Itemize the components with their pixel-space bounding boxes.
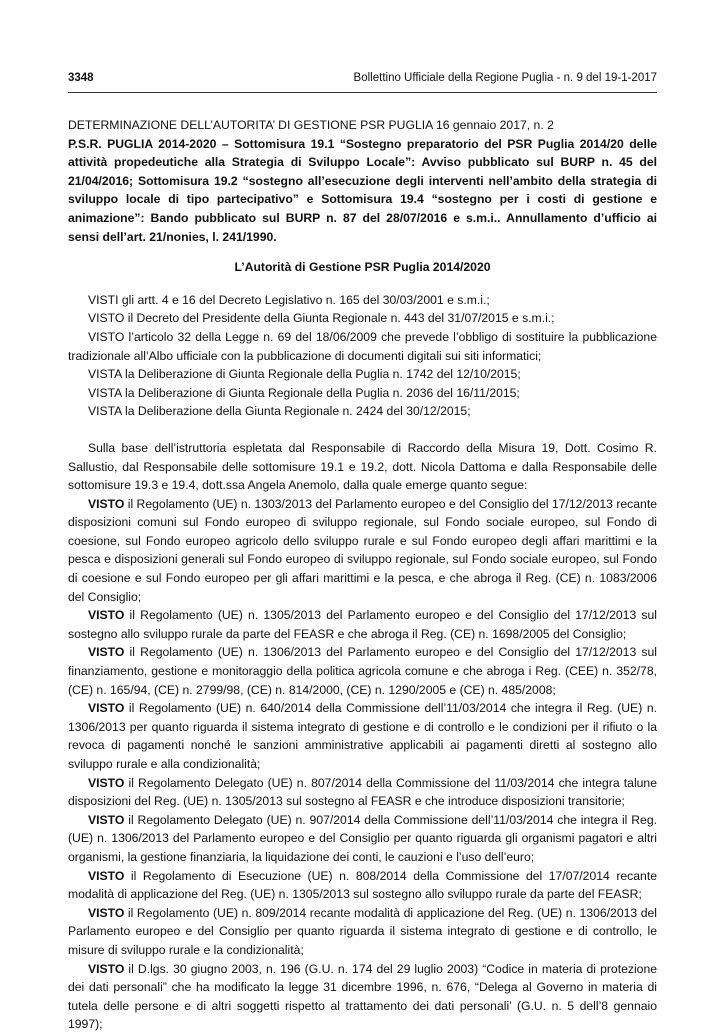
recital-lead: VISTO bbox=[88, 608, 125, 623]
recital-lead: VISTO bbox=[88, 645, 125, 660]
recital bbox=[68, 643, 657, 699]
page-header bbox=[68, 72, 657, 88]
publication-title: Bollettino Ufficiale della Regione Puglia - n. 9 del 19-1-2017 bbox=[353, 72, 657, 84]
authority-heading: L’Autorità di Gestione PSR Puglia 2014/2020 bbox=[234, 260, 491, 275]
determination-title: DETERMINAZIONE DELL’AUTORITA’ DI GESTIONE PSR PUGLIA 16 gennaio 2017, n. 2 bbox=[68, 118, 554, 132]
visti-item: VISTO l’articolo 32 della Legge n. 69 del 18/06/2009 che prevede l’obbligo di sostituire la pubblicazione tradizionale all’Albo ufficiale con la pubblicazione di documenti digitali sui siti informatici; bbox=[68, 329, 657, 363]
header-divider bbox=[68, 92, 657, 93]
recital-lead: VISTO bbox=[88, 496, 125, 511]
recital bbox=[68, 606, 657, 643]
paragraph-gap bbox=[68, 421, 657, 439]
recital bbox=[68, 495, 657, 607]
recital-lead: VISTO bbox=[88, 812, 125, 827]
recital bbox=[68, 699, 657, 773]
intro-paragraph: Sulla base dell’istruttoria espletata dal Responsabile di Raccordo della Misura 19, Dott. Cosimo R. Sallustio, dal Responsabile delle sottomisure 19.1 e 19.2, dott. Nicola Dattoma e dalla Responsabile delle sottomisure 19.3 e 19.4, dott.ssa Angela Anemolo, dalla quale emerge quanto segue: bbox=[68, 440, 657, 493]
recital-text: il Regolamento (UE) n. 640/2014 della Commissione dell’11/03/2014 che integra il Reg. (UE) n. 1306/2013 per quanto riguarda il sistema integrato di gestione e di controllo e le condizioni per il rifiuto o la revoca di pagamenti nonché le sanzioni amministrative applicabili ai pagamenti diretti al sostegno allo sviluppo rurale e alla condizionalità; bbox=[68, 701, 657, 771]
visti-item: VISTA la Deliberazione della Giunta Regionale n. 2424 del 30/12/2015; bbox=[88, 404, 471, 419]
document-body bbox=[68, 116, 657, 1034]
recital-text: il Regolamento (UE) n. 1303/2013 del Parlamento europeo e del Consiglio del 17/12/2013 recante disposizioni comuni sul Fondo europeo di sviluppo regionale, sul Fondo sociale europeo, sul Fondo di coesione, sul Fondo europeo agricolo dello sviluppo rurale e sul Fondo europeo degli affari marittimi e la pesca e disposizioni generali sul Fondo europeo di sviluppo regionale, sul Fondo sociale europeo, sul Fondo di coesione e sul Fondo europeo per gli affari marittimi e la pesca, e che abroga il Reg. (CE) n. 1083/2006 del Consiglio; bbox=[68, 496, 657, 604]
recital bbox=[68, 867, 657, 904]
recital bbox=[68, 774, 657, 811]
recital-lead: VISTO bbox=[88, 868, 125, 883]
recital bbox=[68, 960, 657, 1034]
recital-text: il D.lgs. 30 giugno 2003, n. 196 (G.U. n. 174 del 29 luglio 2003) “Codice in materia di protezione dei dati personali” che ha modificato la legge 31 dicembre 1996, n. 676, “Delega al Governo in materia di tutela delle persone e di altri soggetti rispetto al trattamento dei dati personali’ (G.U. n. 5 dell’8 gennaio 1997); bbox=[68, 961, 657, 1032]
recital-lead: VISTO bbox=[88, 961, 125, 976]
recital-text: il Regolamento (UE) n. 1305/2013 del Parlamento europeo e del Consiglio del 17/12/2013 sul sostegno allo sviluppo rurale da parte del FEASR e che abroga il Reg. (CE) n. 1698/2005 del Consiglio; bbox=[68, 608, 657, 641]
visti-item: VISTI gli artt. 4 e 16 del Decreto Legislativo n. 165 del 30/03/2001 e s.m.i.; bbox=[88, 292, 490, 307]
page-number: 3348 bbox=[68, 72, 94, 84]
recital-lead: VISTO bbox=[88, 775, 125, 790]
recital-text: il Regolamento Delegato (UE) n. 907/2014 della Commissione dell’11/03/2014 che integra il Reg. (UE) n. 1306/2013 del Parlamento europeo e del Consiglio per quanto riguarda gli organismi pagatori e altri organismi, la gestione finanziaria, la liquidazione dei conti, le cauzioni e l’uso dell’euro; bbox=[68, 812, 657, 864]
recital bbox=[68, 811, 657, 867]
visti-item: VISTO il Decreto del Presidente della Giunta Regionale n. 443 del 31/07/2015 e s.m.i.; bbox=[88, 311, 555, 326]
recital-lead: VISTO bbox=[88, 701, 125, 716]
visti-item: VISTA la Deliberazione di Giunta Regionale della Puglia n. 1742 del 12/10/2015; bbox=[88, 367, 521, 382]
recital bbox=[68, 904, 657, 960]
recital-lead: VISTO bbox=[88, 905, 125, 920]
recital-text: il Regolamento (UE) n. 1306/2013 del Parlamento europeo e del Consiglio del 17/12/2013 sul finanziamento, gestione e monitoraggio della politica agricola comune e che abroga i Reg. (CEE) n. 352/78, (CE) n. 165/94, (CE) n. 2799/98, (CE) n. 814/2000, (CE) n. 1290/2005 e (CE) n. 485/2008; bbox=[68, 645, 657, 697]
recital-text: il Regolamento di Esecuzione (UE) n. 808/2014 della Commissione del 17/07/2014 recante modalità di applicazione del Reg. (UE) n. 1305/2013 sul sostegno allo sviluppo rurale da parte del FEASR; bbox=[68, 868, 657, 902]
recital-text: il Regolamento (UE) n. 809/2014 recante modalità di applicazione del Reg. (UE) n. 1306/2013 del Parlamento europeo e del Consiglio per quanto riguarda il sistema integrato di gestione e di controllo, le misure di sviluppo rurale e la condizionalità; bbox=[68, 905, 657, 957]
visti-item: VISTA la Deliberazione di Giunta Regionale della Puglia n. 2036 del 16/11/2015; bbox=[88, 385, 520, 400]
recital-text: il Regolamento Delegato (UE) n. 807/2014 della Commissione del 11/03/2014 che integra talune disposizioni del Reg. (UE) n. 1305/2013 sul sostegno al FEASR e che introduce disposizioni transitorie; bbox=[68, 775, 657, 809]
determination-subject: P.S.R. PUGLIA 2014-2020 – Sottomisura 19.1 “Sostegno preparatorio del PSR Puglia 2014/20 delle attività propedeutiche alla Strategia di Sviluppo Locale”: Avviso pubblicato sul BURP n. 45 del 21/04/2016; Sottomisura 19.2 “sostegno all’esecuzione degli interventi nell’ambito della strategia di sviluppo locale di tipo partecipativo” e Sottomisura 19.4 “sostegno per i costi di gestione e animazione”: Bando pubblicato sul BURP n. 87 del 28/07/2016 e s.m.i.. Annullamento d’ufficio ai sensi dell’art. 21/nonies, l. 241/1990. bbox=[68, 136, 657, 244]
